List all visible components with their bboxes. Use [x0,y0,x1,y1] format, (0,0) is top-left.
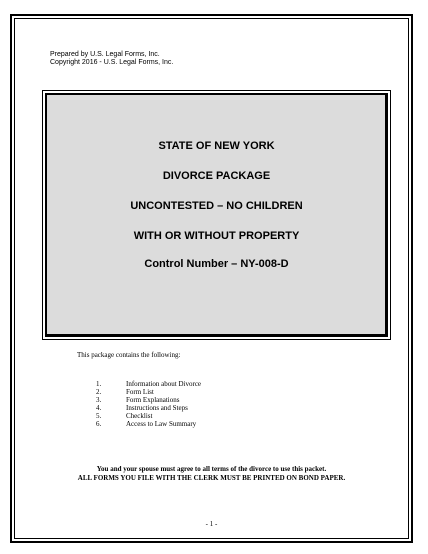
list-item [96,380,201,388]
list-item-number: 2. [96,388,102,396]
list-item-label: Form List [126,388,154,396]
list-item-label: Access to Law Summary [126,420,197,428]
contents-intro: This package contains the following: [77,351,181,359]
bond-paper-notice: ALL FORMS YOU FILE WITH THE CLERK MUST BE PRINTED ON BOND PAPER. [77,474,346,482]
list-item-number: 1. [96,380,102,388]
contents-list [96,380,201,428]
list-item-number: 3. [96,396,102,404]
list-item [96,404,201,412]
list-item [96,388,201,396]
list-item [96,396,201,404]
title-box [45,93,388,337]
agreement-notice: You and your spouse must agree to all terms of the divorce to use this packet. [96,465,327,473]
package-type-title: UNCONTESTED – NO CHILDREN [130,200,303,212]
list-item [96,420,201,428]
list-item-number: 4. [96,404,102,412]
page-number: - 1 - [205,520,218,528]
list-item [96,412,201,420]
copyright-text: Copyright 2016 - U.S. Legal Forms, Inc. [50,59,174,66]
list-item-label: Information about Divorce [126,380,202,388]
control-number: Control Number – NY-008-D [144,258,289,270]
list-item-number: 6. [96,420,102,428]
list-item-label: Instructions and Steps [126,404,188,412]
list-item-label: Checklist [126,412,153,420]
package-title: DIVORCE PACKAGE [162,170,271,182]
property-title: WITH OR WITHOUT PROPERTY [133,230,300,242]
list-item-number: 5. [96,412,102,420]
preparer-notice [50,51,173,67]
prepared-by-text: Prepared by U.S. Legal Forms, Inc. [50,51,160,58]
list-item-label: Form Explanations [126,396,180,404]
state-title: STATE OF NEW YORK [158,140,275,152]
